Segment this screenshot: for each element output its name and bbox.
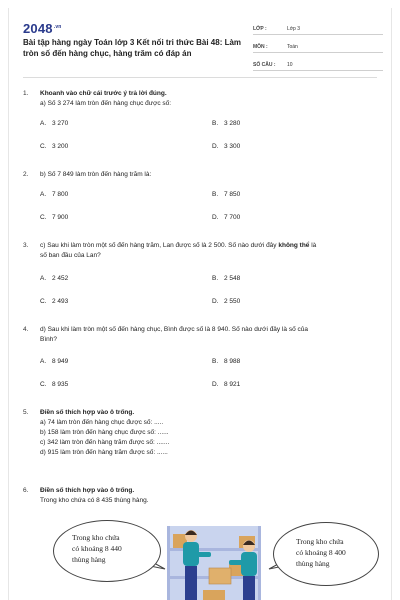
question-6-text: Trong kho chứa có 8 435 thùng hàng.	[40, 497, 149, 504]
meta-row-subject: MÔN : Toán	[253, 38, 383, 53]
q2-option-c[interactable]: C. 7 900	[40, 214, 69, 221]
q4-option-a[interactable]: A. 8 949	[40, 358, 69, 365]
worksheet-page: $2048^{.vn}$ Bài tập hàng ngày Toán lớp 3 Kết nối tri thức Bài 48: Làm tròn số đến hàng chục, hàng trăm có đáp án LỚP : Lớp 3 MÔN : Toán SỐ CÂU : 10 1. Khoanh vào chữ cái trước ý trả lời đúng. a) Số 3 274 làm tròn đến hàng chục được số: A. 3 270 B. 3 280 C. 3 200 D. 3 300 2. b) Số 7 849 làm tròn đến hàng trăm là: A. 7 800 B. 7 850 C. 7 900 D. 7 700 3. c) Sau khi làm tròn một số đến hàng trăm, Lan được số là 2 500. Số nào dưới đây không thể là số ban đầu của Lan? A. 2 452 B. 2 548 C. 2 493 D. 2 550 4. d) Sau khi làm tròn một số đến hàng chục, Bình được số là 8 940. Số nào dưới đây là số của Bình? A. 8 949 B. 8 988 C. 8 935 D. 8 921 5. Điền số thích hợp vào ô trống. a) 74 làm tròn đến hàng chục được số: ..... b) 158 làm tròn đến hàng chục được số: ...... c) 342 làm tròn đến hàng trăm được số: ....... d) 915 làm tròn đến hàng trăm được số: ...... 6. Điền số thích hợp vào ô trống. Trong kho chứa có 8 435 thùng hàng. Trong kho chứa có khoảng 8 440 thùng hàng Trong kho chứa có khoảng 8 400 thùng hàng	[8, 8, 392, 600]
question-2-text: b) Số 7 849 làm tròn đến hàng trăm là:	[40, 171, 152, 178]
meta-panel	[253, 20, 383, 74]
worker-arm	[229, 560, 243, 565]
fill-line-c: c) 342 làm tròn đến hàng trăm được số: .......	[40, 439, 170, 446]
speech-bubble-right: Trong kho chứa có khoảng 8 400 thùng hàng	[273, 522, 379, 586]
worker-pants	[185, 566, 197, 600]
question-1-title: Khoanh vào chữ cái trước ý trả lời đúng.	[40, 90, 167, 97]
speech-bubble-left: Trong kho chứa có khoảng 8 440 thùng hàng	[53, 520, 161, 582]
worker-shirt	[241, 552, 257, 576]
q1-option-d[interactable]: D. 3 300	[212, 143, 241, 150]
q4-option-d[interactable]: D. 8 921	[212, 381, 241, 388]
question-1-text: a) Số 3 274 làm tròn đến hàng chục được số:	[40, 100, 172, 107]
question-4-text-2: Bình?	[40, 336, 57, 343]
shelf-post	[167, 526, 170, 600]
shelf-post	[258, 526, 261, 600]
q2-option-a[interactable]: A. 7 800	[40, 191, 69, 198]
site-logo[interactable]: $2048^{.vn}$	[23, 21, 62, 36]
q2-option-d[interactable]: D. 7 700	[212, 214, 241, 221]
q2-option-b[interactable]: B. 7 850	[212, 191, 241, 198]
q3-option-d[interactable]: D. 2 550	[212, 298, 241, 305]
q3-option-b[interactable]: B. 2 548	[212, 275, 241, 282]
meta-row-grade: LỚP : Lớp 3	[253, 20, 383, 35]
worker-arm	[197, 552, 211, 557]
question-5-title: Điền số thích hợp vào ô trống.	[40, 409, 135, 416]
fill-line-b: b) 158 làm tròn đến hàng chục được số: ......	[40, 429, 169, 436]
cardboard-box	[203, 590, 225, 600]
q3-option-a[interactable]: A. 2 452	[40, 275, 69, 282]
worker-pants	[243, 576, 255, 600]
q1-option-c[interactable]: C. 3 200	[40, 143, 69, 150]
warehouse-illustration	[159, 518, 269, 600]
question-4-text: d) Sau khi làm tròn một số đến hàng chục, Bình được số là 8 940. Số nào dưới đây là số của	[40, 326, 308, 333]
document-title: Bài tập hàng ngày Toán lớp 3 Kết nối tri thức Bài 48: Làm tròn số đến hàng chục, hàng trăm có đáp án	[23, 38, 242, 58]
meta-row-count: SỐ CÂU : 10	[253, 56, 383, 71]
worker-shirt	[183, 542, 199, 566]
question-6-title: Điền số thích hợp vào ô trống.	[40, 487, 135, 494]
question-3-text-2: số ban đầu của Lan?	[40, 252, 101, 259]
q4-option-b[interactable]: B. 8 988	[212, 358, 241, 365]
q4-option-c[interactable]: C. 8 935	[40, 381, 69, 388]
question-3-text: c) Sau khi làm tròn một số đến hàng trăm, Lan được số là 2 500. Số nào dưới đây không thể là	[40, 242, 317, 249]
q3-option-c[interactable]: C. 2 493	[40, 298, 69, 305]
q1-option-b[interactable]: B. 3 280	[212, 120, 241, 127]
cardboard-box	[209, 568, 231, 584]
fill-line-a: a) 74 làm tròn đến hàng chục được số: .....	[40, 419, 164, 426]
fill-line-d: d) 915 làm tròn đến hàng trăm được số: ......	[40, 449, 168, 456]
header-divider	[23, 77, 377, 78]
q1-option-a[interactable]: A. 3 270	[40, 120, 69, 127]
